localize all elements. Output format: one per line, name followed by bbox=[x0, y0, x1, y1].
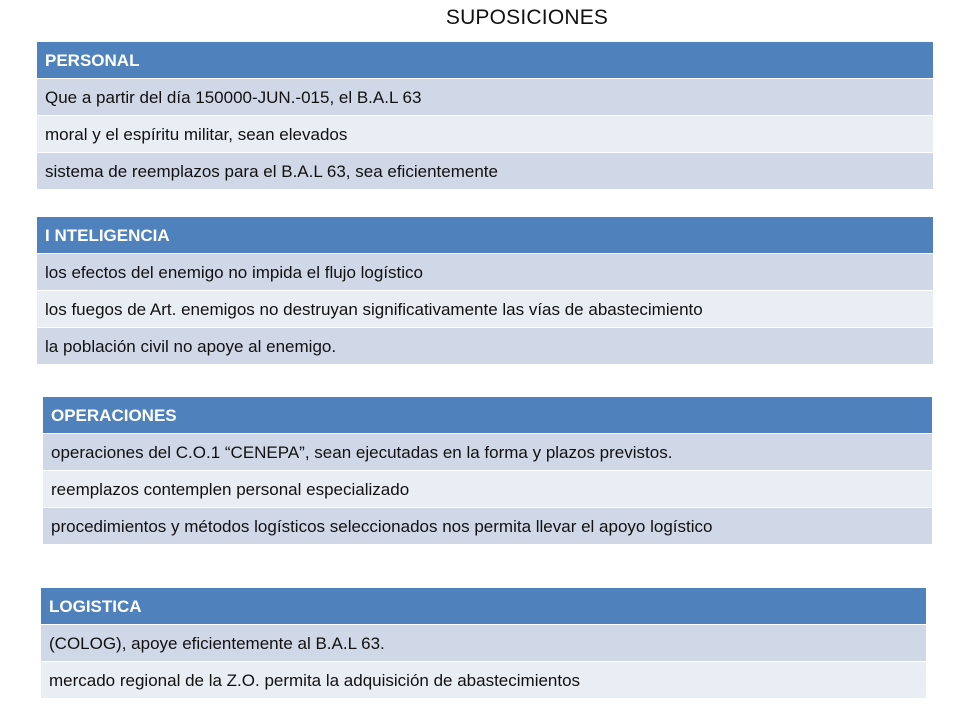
page-title: SUPOSICIONES bbox=[445, 6, 609, 29]
table-row: moral y el espíritu militar, sean elevados bbox=[37, 116, 933, 153]
table-header-inteligencia: I NTELIGENCIA bbox=[37, 217, 933, 254]
table-row: sistema de reemplazos para el B.A.L 63, sea eficientemente bbox=[37, 153, 933, 190]
table-row: procedimientos y métodos logísticos seleccionados nos permita llevar el apoyo logístico bbox=[43, 508, 932, 545]
table-row: operaciones del C.O.1 “CENEPA”, sean ejecutadas en la forma y plazos previstos. bbox=[43, 434, 932, 471]
table-row: la población civil no apoye al enemigo. bbox=[37, 328, 933, 365]
table-row: los fuegos de Art. enemigos no destruyan significativamente las vías de abastecimiento bbox=[37, 291, 933, 328]
table-logistica bbox=[41, 588, 926, 699]
table-row: mercado regional de la Z.O. permita la adquisición de abastecimientos bbox=[41, 662, 926, 699]
table-row: los efectos del enemigo no impida el flujo logístico bbox=[37, 254, 933, 291]
table-row: Que a partir del día 150000-JUN.-015, el B.A.L 63 bbox=[37, 79, 933, 116]
table-row: (COLOG), apoye eficientemente al B.A.L 63. bbox=[41, 625, 926, 662]
table-header-logistica: LOGISTICA bbox=[41, 588, 926, 625]
table-personal bbox=[37, 42, 933, 190]
table-row: reemplazos contemplen personal especializado bbox=[43, 471, 932, 508]
table-inteligencia bbox=[37, 217, 933, 365]
table-header-operaciones: OPERACIONES bbox=[43, 397, 932, 434]
table-header-personal: PERSONAL bbox=[37, 42, 933, 79]
table-operaciones bbox=[43, 397, 932, 545]
